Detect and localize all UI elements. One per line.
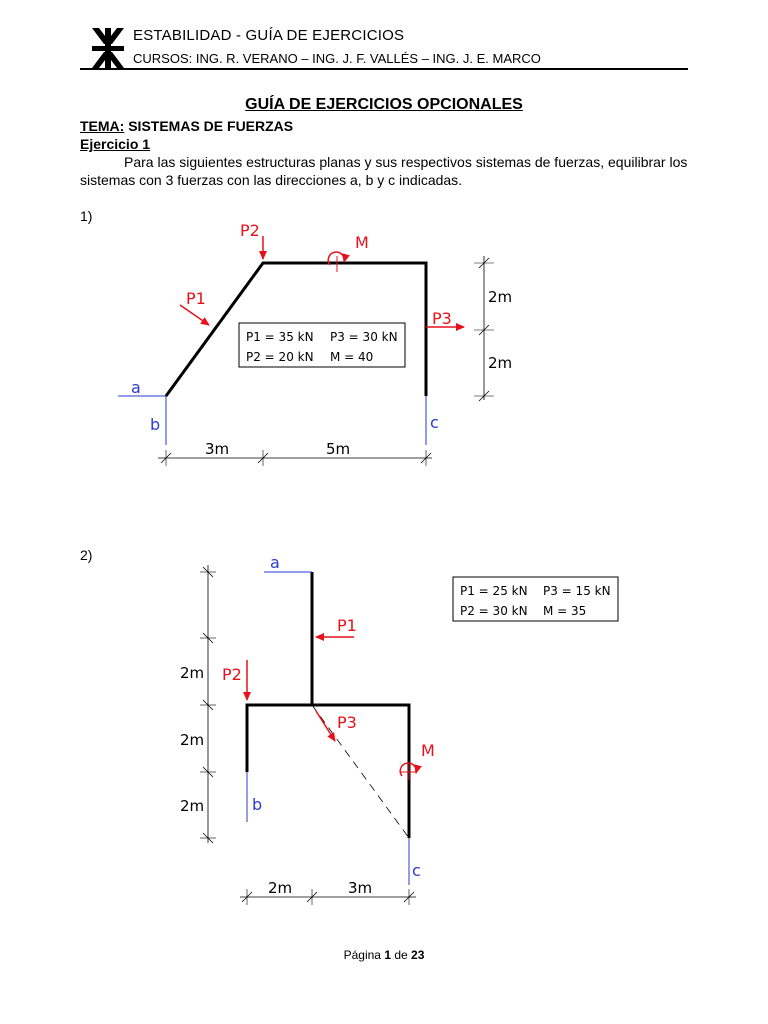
value-m: M = 35	[543, 604, 587, 618]
topic-line	[80, 118, 293, 134]
exercise-statement-text: Para las siguientes estructuras planas y sus respectivos sistemas de fuerzas, equilibrar los sistemas con 3 fuerzas con las direcciones a, b y c indicadas.	[80, 154, 688, 188]
dim-w1-label: 2m	[268, 879, 293, 897]
header-rule	[80, 68, 688, 70]
topic-value: SISTEMAS DE FUERZAS	[128, 118, 294, 134]
utn-logo	[90, 28, 126, 68]
topic-label: TEMA:	[80, 118, 125, 134]
value-p2: P2 = 20 kN	[246, 350, 314, 364]
exercise-statement	[80, 153, 700, 189]
force-p1-label: P1	[186, 289, 206, 308]
dim-v2-label: 2m	[180, 731, 205, 749]
value-p2: P2 = 30 kN	[460, 604, 528, 618]
dashed-line	[312, 705, 409, 838]
value-p3: P3 = 30 kN	[330, 330, 398, 344]
direction-a-label: a	[270, 553, 280, 572]
document-title: GUÍA DE EJERCICIOS OPCIONALES	[245, 96, 523, 113]
footer-page: 1	[384, 948, 391, 962]
problem-1-number: 1)	[80, 208, 93, 224]
direction-a-label: a	[131, 378, 141, 397]
dim-v1-label: 2m	[180, 664, 205, 682]
header-courses: CURSOS: ING. R. VERANO – ING. J. F. VALLÉS – ING. J. E. MARCO	[133, 51, 541, 66]
dim-v3-label: 2m	[180, 797, 205, 815]
dim-w2-label: 5m	[326, 440, 351, 458]
moment-m-label: M	[355, 233, 369, 252]
direction-b-label: b	[252, 795, 263, 814]
problem-2-diagram	[0, 548, 768, 918]
value-p3: P3 = 15 kN	[543, 584, 611, 598]
dim-h2-label: 2m	[488, 354, 513, 372]
exercise-heading: Ejercicio 1	[80, 136, 151, 152]
force-p3-arrow	[316, 711, 335, 741]
header-title: ESTABILIDAD - GUÍA DE EJERCICIOS	[133, 27, 405, 44]
direction-c-label: c	[430, 413, 439, 432]
force-p1-label: P1	[337, 616, 357, 635]
footer-total: 23	[411, 948, 425, 962]
force-p3-label: P3	[432, 309, 452, 328]
value-p1: P1 = 35 kN	[246, 330, 314, 344]
value-p1: P1 = 25 kN	[460, 584, 528, 598]
structure-frame	[247, 705, 409, 838]
problem-1-diagram	[0, 200, 768, 480]
force-p3-label: P3	[337, 713, 357, 732]
moment-m-label: M	[421, 741, 435, 760]
force-p1-arrow	[180, 305, 209, 325]
value-m: M = 40	[330, 350, 374, 364]
problem-2-number: 2)	[80, 547, 93, 563]
dim-w2-label: 3m	[348, 879, 373, 897]
footer-of: de	[394, 948, 408, 962]
force-p2-label: P2	[222, 665, 242, 684]
footer-prefix: Página	[343, 948, 381, 962]
force-p2-label: P2	[240, 221, 260, 240]
dim-w1-label: 3m	[205, 440, 230, 458]
page-footer	[0, 948, 768, 962]
direction-b-label: b	[150, 415, 161, 434]
direction-c-label: c	[412, 861, 421, 880]
dim-h1-label: 2m	[488, 288, 513, 306]
